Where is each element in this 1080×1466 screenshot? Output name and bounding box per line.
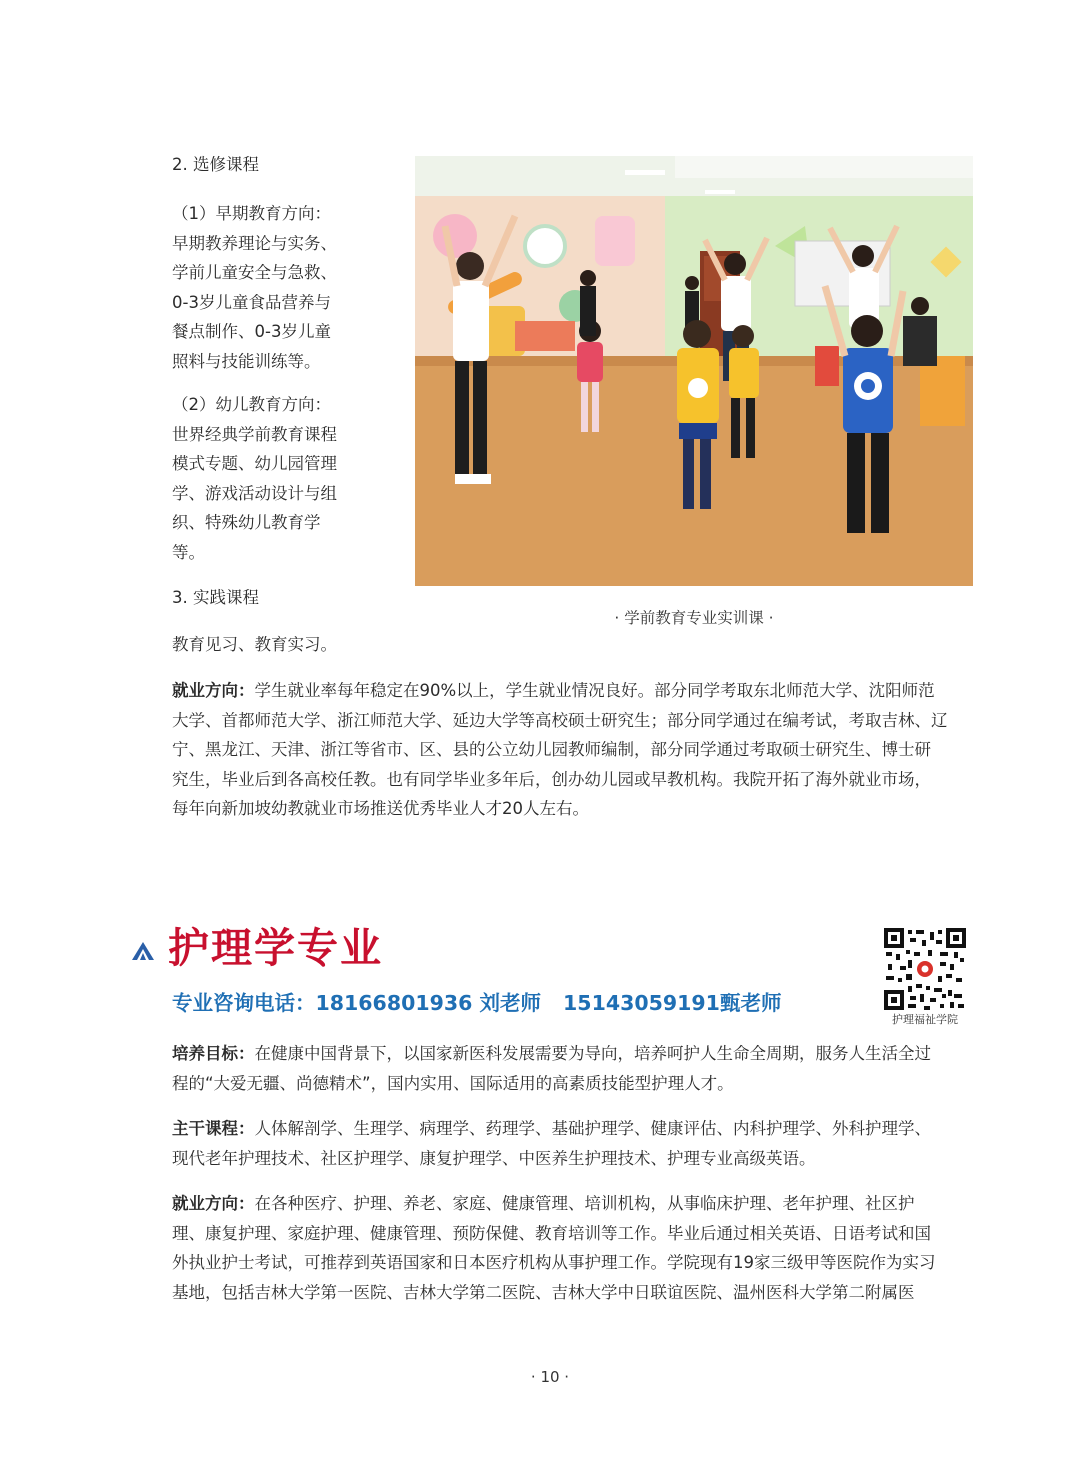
early-line: 学前儿童安全与急救、 (172, 263, 337, 282)
courses-label: 主干课程： (172, 1119, 255, 1138)
employment-line: 宁、黑龙江、天津、浙江等省市、区、县的公立幼儿园教师编制，部分同学通过考取硕士研究生、博士研 (172, 740, 931, 759)
goal-paragraph (172, 1039, 980, 1098)
consult-phone-line (172, 987, 781, 1019)
phone-liu: 18166801936 刘老师 (315, 991, 542, 1015)
early-education-block (172, 199, 382, 376)
child-line: （2）幼儿教育方向： (172, 395, 331, 414)
courses-paragraph (172, 1114, 980, 1173)
early-line: （1）早期教育方向： (172, 204, 331, 223)
early-line: 照料与技能训练等。 (172, 351, 321, 371)
employment-line: 每年向新加坡幼教就业市场推送优秀毕业人才20人左右。 (172, 799, 589, 818)
child-line: 模式专题、幼儿园管理 (172, 454, 337, 473)
courses-line: 人体解剖学、生理学、病理学、药理学、基础护理学、健康评估、内科护理学、外科护理学、 (254, 1119, 931, 1138)
nursing-title: 护理学专业 (168, 924, 383, 972)
goal-label: 培养目标： (172, 1044, 255, 1063)
courses-line: 现代老年护理技术、社区护理学、康复护理学、中医养生护理技术、护理专业高级英语。 (172, 1148, 816, 1168)
early-line: 早期教养理论与实务、 (172, 233, 337, 253)
nursing-employment-label: 就业方向： (172, 1194, 255, 1213)
child-education-block (172, 390, 382, 567)
section-chevron-icon (132, 942, 154, 964)
early-line: 0-3岁儿童食品营养与 (172, 292, 331, 312)
goal-line: 程的“大爱无疆、尚德精术”，国内实用、国际适用的高素质技能型护理人才。 (172, 1073, 734, 1093)
photo-caption: · 学前教育专业实训课 · (614, 609, 774, 627)
qr-code (884, 928, 966, 1010)
employment-line: 究生，毕业后到各高校任教。也有同学毕业多年后，创办幼儿园或早教机构。我院开拓了海外就业市场， (172, 769, 931, 789)
nursing-employment-line: 理、康复护理、家庭护理、健康管理、预防保健、教育培训等工作。毕业后通过相关英语、日语考试和国 (172, 1223, 931, 1243)
employment-line: 学生就业率每年稳定在90%以上，学生就业情况良好。部分同学考取东北师范大学、沈阳师范 (254, 681, 935, 700)
child-line: 等。 (172, 542, 205, 562)
nursing-employment-paragraph (172, 1189, 980, 1307)
page-number: · 10 · (530, 1368, 570, 1386)
child-line: 学、游戏活动设计与组 (172, 483, 337, 503)
qr-label: 护理福祉学院 (892, 1013, 958, 1026)
phone-prefix: 专业咨询电话： (172, 991, 316, 1015)
practice-heading: 3. 实践课程 (172, 588, 259, 607)
goal-line: 在健康中国背景下，以国家新医科发展需要为导向，培养呵护人生命全周期，服务人生活全过 (254, 1044, 931, 1063)
child-line: 世界经典学前教育课程 (172, 424, 337, 444)
nursing-employment-line: 外执业护士考试，可推荐到英语国家和日本医疗机构从事护理工作。学院现有19家三级甲等医院作为实习 (172, 1253, 936, 1272)
employment-label: 就业方向： (172, 681, 255, 700)
child-line: 织、特殊幼儿教育学 (172, 513, 321, 532)
practice-text: 教育见习、教育实习。 (172, 635, 337, 654)
classroom-photo (415, 156, 973, 586)
electives-heading: 2. 选修课程 (172, 155, 259, 174)
employment-paragraph (172, 676, 980, 824)
phone-zhen: 15143059191甄老师 (563, 991, 782, 1015)
employment-line: 大学、首都师范大学、浙江师范大学、延边大学等高校硕士研究生；部分同学通过在编考试，考取吉林、辽 (172, 710, 948, 730)
early-line: 餐点制作、0-3岁儿童 (172, 322, 331, 341)
nursing-employment-line: 在各种医疗、护理、养老、家庭、健康管理、培训机构，从事临床护理、老年护理、社区护 (254, 1194, 915, 1213)
nursing-employment-line: 基地，包括吉林大学第一医院、吉林大学第二医院、吉林大学中日联谊医院、温州医科大学第二附属医 (172, 1282, 915, 1302)
